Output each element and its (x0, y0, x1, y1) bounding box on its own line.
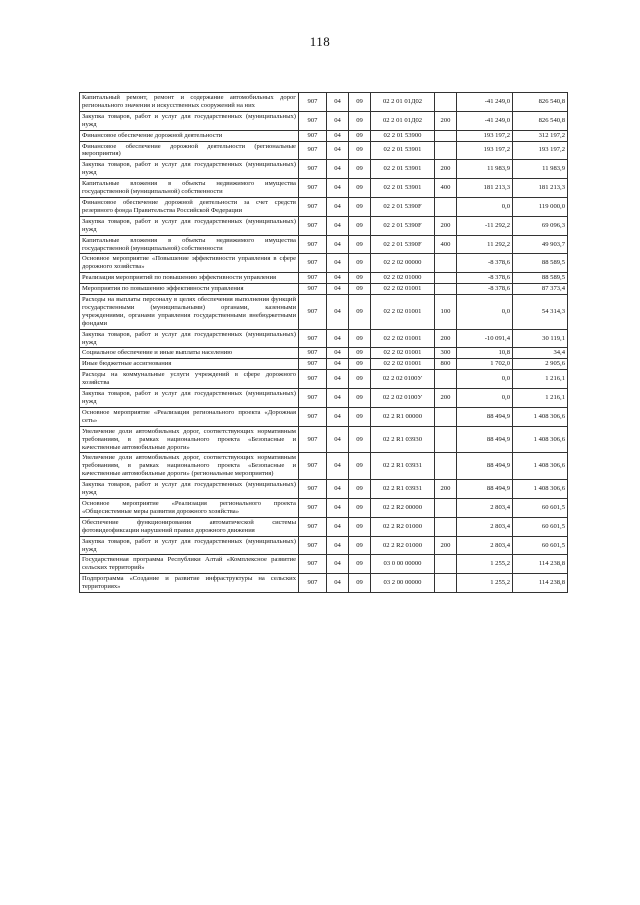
row-change-amount: 0,0 (457, 370, 513, 389)
row-subsection-code: 09 (349, 235, 371, 254)
table-row (80, 197, 568, 216)
row-subsection-code: 09 (349, 329, 371, 348)
row-total-amount: 88 589,5 (513, 273, 568, 284)
row-target-article: 02 2 02 00000 (371, 254, 435, 273)
row-expense-type (435, 517, 457, 536)
row-total-amount: 1 408 306,6 (513, 453, 568, 480)
row-total-amount: 30 119,1 (513, 329, 568, 348)
row-grbs-code: 907 (299, 555, 327, 574)
row-section-code: 04 (327, 254, 349, 273)
row-subsection-code: 09 (349, 359, 371, 370)
row-subsection-code: 09 (349, 273, 371, 284)
row-target-article: 02 2 02 01001 (371, 295, 435, 330)
row-name: Финансовое обеспечение дорожной деятельности (региональные мероприятия) (80, 141, 299, 160)
table-row (80, 498, 568, 517)
row-expense-type: 200 (435, 160, 457, 179)
row-expense-type (435, 574, 457, 593)
row-grbs-code: 907 (299, 426, 327, 453)
row-grbs-code: 907 (299, 574, 327, 593)
row-section-code: 04 (327, 93, 349, 112)
row-section-code: 04 (327, 348, 349, 359)
row-total-amount: 87 373,4 (513, 284, 568, 295)
row-section-code: 04 (327, 555, 349, 574)
table-row (80, 284, 568, 295)
row-subsection-code: 09 (349, 426, 371, 453)
row-grbs-code: 907 (299, 273, 327, 284)
row-subsection-code: 09 (349, 555, 371, 574)
row-grbs-code: 907 (299, 197, 327, 216)
row-change-amount: 1 702,0 (457, 359, 513, 370)
row-total-amount: 1 216,1 (513, 389, 568, 408)
row-change-amount: -8 378,6 (457, 254, 513, 273)
row-expense-type: 200 (435, 480, 457, 499)
row-name: Увеличение доли автомобильных дорог, соответствующих нормативным требованиям, в рамках национального проекта «Безопасные и качественные автомобильные дороги» (региональные мероприятия) (80, 453, 299, 480)
row-name: Закупка товаров, работ и услуг для государственных (муниципальных) нужд (80, 536, 299, 555)
table-row (80, 517, 568, 536)
row-expense-type (435, 130, 457, 141)
row-grbs-code: 907 (299, 160, 327, 179)
row-expense-type: 100 (435, 295, 457, 330)
row-section-code: 04 (327, 329, 349, 348)
table-row (80, 235, 568, 254)
row-total-amount: 1 408 306,6 (513, 407, 568, 426)
row-section-code: 04 (327, 273, 349, 284)
row-total-amount: 114 238,8 (513, 555, 568, 574)
row-subsection-code: 09 (349, 130, 371, 141)
row-target-article: 02 2 R2 00000 (371, 498, 435, 517)
row-subsection-code: 09 (349, 348, 371, 359)
row-section-code: 04 (327, 216, 349, 235)
row-name: Закупка товаров, работ и услуг для государственных (муниципальных) нужд (80, 160, 299, 179)
row-total-amount: 826 540,8 (513, 93, 568, 112)
row-section-code: 04 (327, 426, 349, 453)
row-change-amount: -41 249,0 (457, 111, 513, 130)
row-total-amount: 2 905,6 (513, 359, 568, 370)
row-subsection-code: 09 (349, 141, 371, 160)
row-target-article: 02 2 02 01001 (371, 348, 435, 359)
row-grbs-code: 907 (299, 536, 327, 555)
row-section-code: 04 (327, 536, 349, 555)
row-name: Финансовое обеспечение дорожной деятельности (80, 130, 299, 141)
row-change-amount: 1 255,2 (457, 555, 513, 574)
row-section-code: 04 (327, 130, 349, 141)
row-change-amount: 0,0 (457, 197, 513, 216)
table-row (80, 329, 568, 348)
row-section-code: 04 (327, 160, 349, 179)
table-row (80, 254, 568, 273)
row-name: Закупка товаров, работ и услуг для государственных (муниципальных) нужд (80, 389, 299, 408)
row-section-code: 04 (327, 111, 349, 130)
table-row (80, 453, 568, 480)
row-total-amount: 193 197,2 (513, 141, 568, 160)
row-expense-type: 300 (435, 348, 457, 359)
row-subsection-code: 09 (349, 216, 371, 235)
row-section-code: 04 (327, 389, 349, 408)
row-grbs-code: 907 (299, 348, 327, 359)
row-subsection-code: 09 (349, 197, 371, 216)
table-row (80, 130, 568, 141)
row-target-article: 02 2 01 01Д02 (371, 93, 435, 112)
table-row (80, 141, 568, 160)
row-change-amount: 88 494,9 (457, 407, 513, 426)
row-target-article: 02 2 01 53900 (371, 130, 435, 141)
table-row (80, 348, 568, 359)
row-target-article: 02 2 01 53901 (371, 179, 435, 198)
row-target-article: 02 2 01 53901 (371, 141, 435, 160)
row-expense-type (435, 273, 457, 284)
row-change-amount: 11 983,9 (457, 160, 513, 179)
row-target-article: 02 2 02 01001 (371, 359, 435, 370)
row-grbs-code: 907 (299, 235, 327, 254)
row-name: Иные бюджетные ассигнования (80, 359, 299, 370)
row-expense-type: 400 (435, 235, 457, 254)
row-expense-type: 200 (435, 536, 457, 555)
row-expense-type (435, 93, 457, 112)
row-change-amount: -8 378,6 (457, 284, 513, 295)
row-change-amount: -41 249,0 (457, 93, 513, 112)
row-name: Реализация мероприятий по повышению эффективности управления (80, 273, 299, 284)
row-total-amount: 11 983,9 (513, 160, 568, 179)
row-section-code: 04 (327, 141, 349, 160)
row-name: Расходы на коммунальные услуги учреждений в сфере дорожного хозяйства (80, 370, 299, 389)
row-total-amount: 88 589,5 (513, 254, 568, 273)
table-row (80, 389, 568, 408)
row-expense-type: 200 (435, 216, 457, 235)
row-grbs-code: 907 (299, 389, 327, 408)
table-body (80, 93, 568, 593)
row-grbs-code: 907 (299, 216, 327, 235)
table-row (80, 426, 568, 453)
row-expense-type: 200 (435, 389, 457, 408)
table-row (80, 216, 568, 235)
row-name: Основное мероприятие «Реализация регионального проекта «Общесистемные меры развития дорожного хозяйства» (80, 498, 299, 517)
row-expense-type (435, 498, 457, 517)
row-grbs-code: 907 (299, 284, 327, 295)
row-change-amount: 193 197,2 (457, 130, 513, 141)
row-target-article: 03 2 00 00000 (371, 574, 435, 593)
row-change-amount: 11 292,2 (457, 235, 513, 254)
row-target-article: 02 2 02 01001 (371, 329, 435, 348)
row-target-article: 03 0 00 00000 (371, 555, 435, 574)
row-section-code: 04 (327, 480, 349, 499)
row-section-code: 04 (327, 574, 349, 593)
row-target-article: 02 2 01 5390F (371, 235, 435, 254)
row-grbs-code: 907 (299, 480, 327, 499)
table-row (80, 536, 568, 555)
row-total-amount: 114 238,8 (513, 574, 568, 593)
row-expense-type (435, 254, 457, 273)
table-row (80, 179, 568, 198)
row-subsection-code: 09 (349, 517, 371, 536)
table-row (80, 273, 568, 284)
row-total-amount: 312 197,2 (513, 130, 568, 141)
row-subsection-code: 09 (349, 498, 371, 517)
row-total-amount: 49 903,7 (513, 235, 568, 254)
row-target-article: 02 2 02 01001 (371, 284, 435, 295)
row-name: Капитальный ремонт, ремонт и содержание автомобильных дорог регионального значения и искусственных сооружений на них (80, 93, 299, 112)
row-grbs-code: 907 (299, 370, 327, 389)
row-name: Основное мероприятие «Повышение эффективности управления в сфере дорожного хозяйства» (80, 254, 299, 273)
row-target-article: 02 2 01 5390F (371, 197, 435, 216)
row-grbs-code: 907 (299, 130, 327, 141)
table-row (80, 359, 568, 370)
row-grbs-code: 907 (299, 329, 327, 348)
row-section-code: 04 (327, 359, 349, 370)
row-section-code: 04 (327, 370, 349, 389)
row-grbs-code: 907 (299, 359, 327, 370)
row-section-code: 04 (327, 197, 349, 216)
row-change-amount: 1 255,2 (457, 574, 513, 593)
row-change-amount: 0,0 (457, 295, 513, 330)
row-section-code: 04 (327, 407, 349, 426)
row-expense-type: 200 (435, 111, 457, 130)
row-total-amount: 60 601,5 (513, 536, 568, 555)
row-name: Расходы на выплаты персоналу в целях обеспечения выполнения функций государственными (муниципальными) органами, казенными учреждениями, органами управления государственными внебюджетными фондами (80, 295, 299, 330)
row-grbs-code: 907 (299, 254, 327, 273)
row-section-code: 04 (327, 453, 349, 480)
table-row (80, 295, 568, 330)
row-expense-type (435, 141, 457, 160)
row-name: Закупка товаров, работ и услуг для государственных (муниципальных) нужд (80, 111, 299, 130)
row-name: Закупка товаров, работ и услуг для государственных (муниципальных) нужд (80, 216, 299, 235)
row-target-article: 02 2 01 5390F (371, 216, 435, 235)
row-subsection-code: 09 (349, 160, 371, 179)
row-total-amount: 60 601,5 (513, 517, 568, 536)
row-change-amount: 88 494,9 (457, 426, 513, 453)
row-subsection-code: 09 (349, 370, 371, 389)
row-subsection-code: 09 (349, 407, 371, 426)
row-subsection-code: 09 (349, 284, 371, 295)
row-change-amount: 2 803,4 (457, 517, 513, 536)
page-number: 118 (309, 34, 331, 49)
row-target-article: 02 2 R1 03931 (371, 480, 435, 499)
row-expense-type (435, 555, 457, 574)
row-name: Основное мероприятие «Реализация регионального проекта «Дорожная сеть» (80, 407, 299, 426)
table-row (80, 93, 568, 112)
row-total-amount: 1 408 306,6 (513, 426, 568, 453)
row-grbs-code: 907 (299, 111, 327, 130)
row-expense-type (435, 284, 457, 295)
table-row (80, 160, 568, 179)
row-change-amount: 88 494,9 (457, 480, 513, 499)
row-change-amount: 193 197,2 (457, 141, 513, 160)
row-change-amount: 181 213,3 (457, 179, 513, 198)
row-section-code: 04 (327, 498, 349, 517)
row-subsection-code: 09 (349, 536, 371, 555)
row-grbs-code: 907 (299, 517, 327, 536)
row-name: Капитальные вложения в объекты недвижимого имущества государственной (муниципальной) собственности (80, 235, 299, 254)
row-grbs-code: 907 (299, 93, 327, 112)
row-grbs-code: 907 (299, 407, 327, 426)
row-name: Обеспечение функционирования автоматической системы фотовидеофиксации нарушений правил дорожного движения (80, 517, 299, 536)
row-target-article: 02 2 R2 01000 (371, 517, 435, 536)
row-change-amount: 10,8 (457, 348, 513, 359)
row-target-article: 02 2 R2 01000 (371, 536, 435, 555)
row-expense-type: 400 (435, 179, 457, 198)
budget-table (79, 92, 568, 593)
row-grbs-code: 907 (299, 179, 327, 198)
row-grbs-code: 907 (299, 453, 327, 480)
row-expense-type (435, 370, 457, 389)
row-expense-type: 800 (435, 359, 457, 370)
row-total-amount: 34,4 (513, 348, 568, 359)
row-name: Подпрограмма «Создание и развитие инфраструктуры на сельских территориях» (80, 574, 299, 593)
row-grbs-code: 907 (299, 498, 327, 517)
row-name: Мероприятия по повышению эффективности управления (80, 284, 299, 295)
row-subsection-code: 09 (349, 179, 371, 198)
row-total-amount: 181 213,3 (513, 179, 568, 198)
row-subsection-code: 09 (349, 254, 371, 273)
row-target-article: 02 2 R1 03931 (371, 453, 435, 480)
row-target-article: 02 2 01 01Д02 (371, 111, 435, 130)
row-name: Увеличение доли автомобильных дорог, соответствующих нормативным требованиям, в рамках национального проекта «Безопасные и качественные автомобильные дороги» (80, 426, 299, 453)
row-total-amount: 826 540,8 (513, 111, 568, 130)
row-target-article: 02 2 R1 03930 (371, 426, 435, 453)
row-total-amount: 69 096,3 (513, 216, 568, 235)
row-expense-type: 200 (435, 329, 457, 348)
table-row (80, 574, 568, 593)
row-subsection-code: 09 (349, 574, 371, 593)
row-total-amount: 1 216,1 (513, 370, 568, 389)
row-total-amount: 119 000,0 (513, 197, 568, 216)
row-section-code: 04 (327, 517, 349, 536)
row-name: Закупка товаров, работ и услуг для государственных (муниципальных) нужд (80, 329, 299, 348)
row-grbs-code: 907 (299, 141, 327, 160)
row-section-code: 04 (327, 179, 349, 198)
row-target-article: 02 2 01 53901 (371, 160, 435, 179)
row-section-code: 04 (327, 235, 349, 254)
row-expense-type (435, 197, 457, 216)
row-change-amount: 88 494,9 (457, 453, 513, 480)
row-subsection-code: 09 (349, 480, 371, 499)
row-expense-type (435, 426, 457, 453)
row-section-code: 04 (327, 284, 349, 295)
table-row (80, 407, 568, 426)
row-target-article: 02 2 02 0100У (371, 370, 435, 389)
row-subsection-code: 09 (349, 453, 371, 480)
row-expense-type (435, 453, 457, 480)
row-expense-type (435, 407, 457, 426)
row-change-amount: 0,0 (457, 389, 513, 408)
row-change-amount: -11 292,2 (457, 216, 513, 235)
row-change-amount: -10 091,4 (457, 329, 513, 348)
table-row (80, 111, 568, 130)
row-subsection-code: 09 (349, 389, 371, 408)
row-target-article: 02 2 02 0100У (371, 389, 435, 408)
row-subsection-code: 09 (349, 93, 371, 112)
row-target-article: 02 2 02 01000 (371, 273, 435, 284)
row-name: Социальное обеспечение и иные выплаты населению (80, 348, 299, 359)
row-change-amount: 2 803,4 (457, 498, 513, 517)
row-subsection-code: 09 (349, 111, 371, 130)
row-total-amount: 1 408 306,6 (513, 480, 568, 499)
row-target-article: 02 2 R1 00000 (371, 407, 435, 426)
row-name: Капитальные вложения в объекты недвижимого имущества государственной (муниципальной) собственности (80, 179, 299, 198)
row-section-code: 04 (327, 295, 349, 330)
table-row (80, 555, 568, 574)
row-grbs-code: 907 (299, 295, 327, 330)
row-change-amount: -8 378,6 (457, 273, 513, 284)
row-subsection-code: 09 (349, 295, 371, 330)
row-change-amount: 2 803,4 (457, 536, 513, 555)
row-name: Финансовое обеспечение дорожной деятельности за счет средств резервного фонда Правительства Российской Федерации (80, 197, 299, 216)
table-row (80, 370, 568, 389)
row-total-amount: 60 601,5 (513, 498, 568, 517)
table-row (80, 480, 568, 499)
row-name: Закупка товаров, работ и услуг для государственных (муниципальных) нужд (80, 480, 299, 499)
row-name: Государственная программа Республики Алтай «Комплексное развитие сельских территорий» (80, 555, 299, 574)
row-total-amount: 54 314,3 (513, 295, 568, 330)
